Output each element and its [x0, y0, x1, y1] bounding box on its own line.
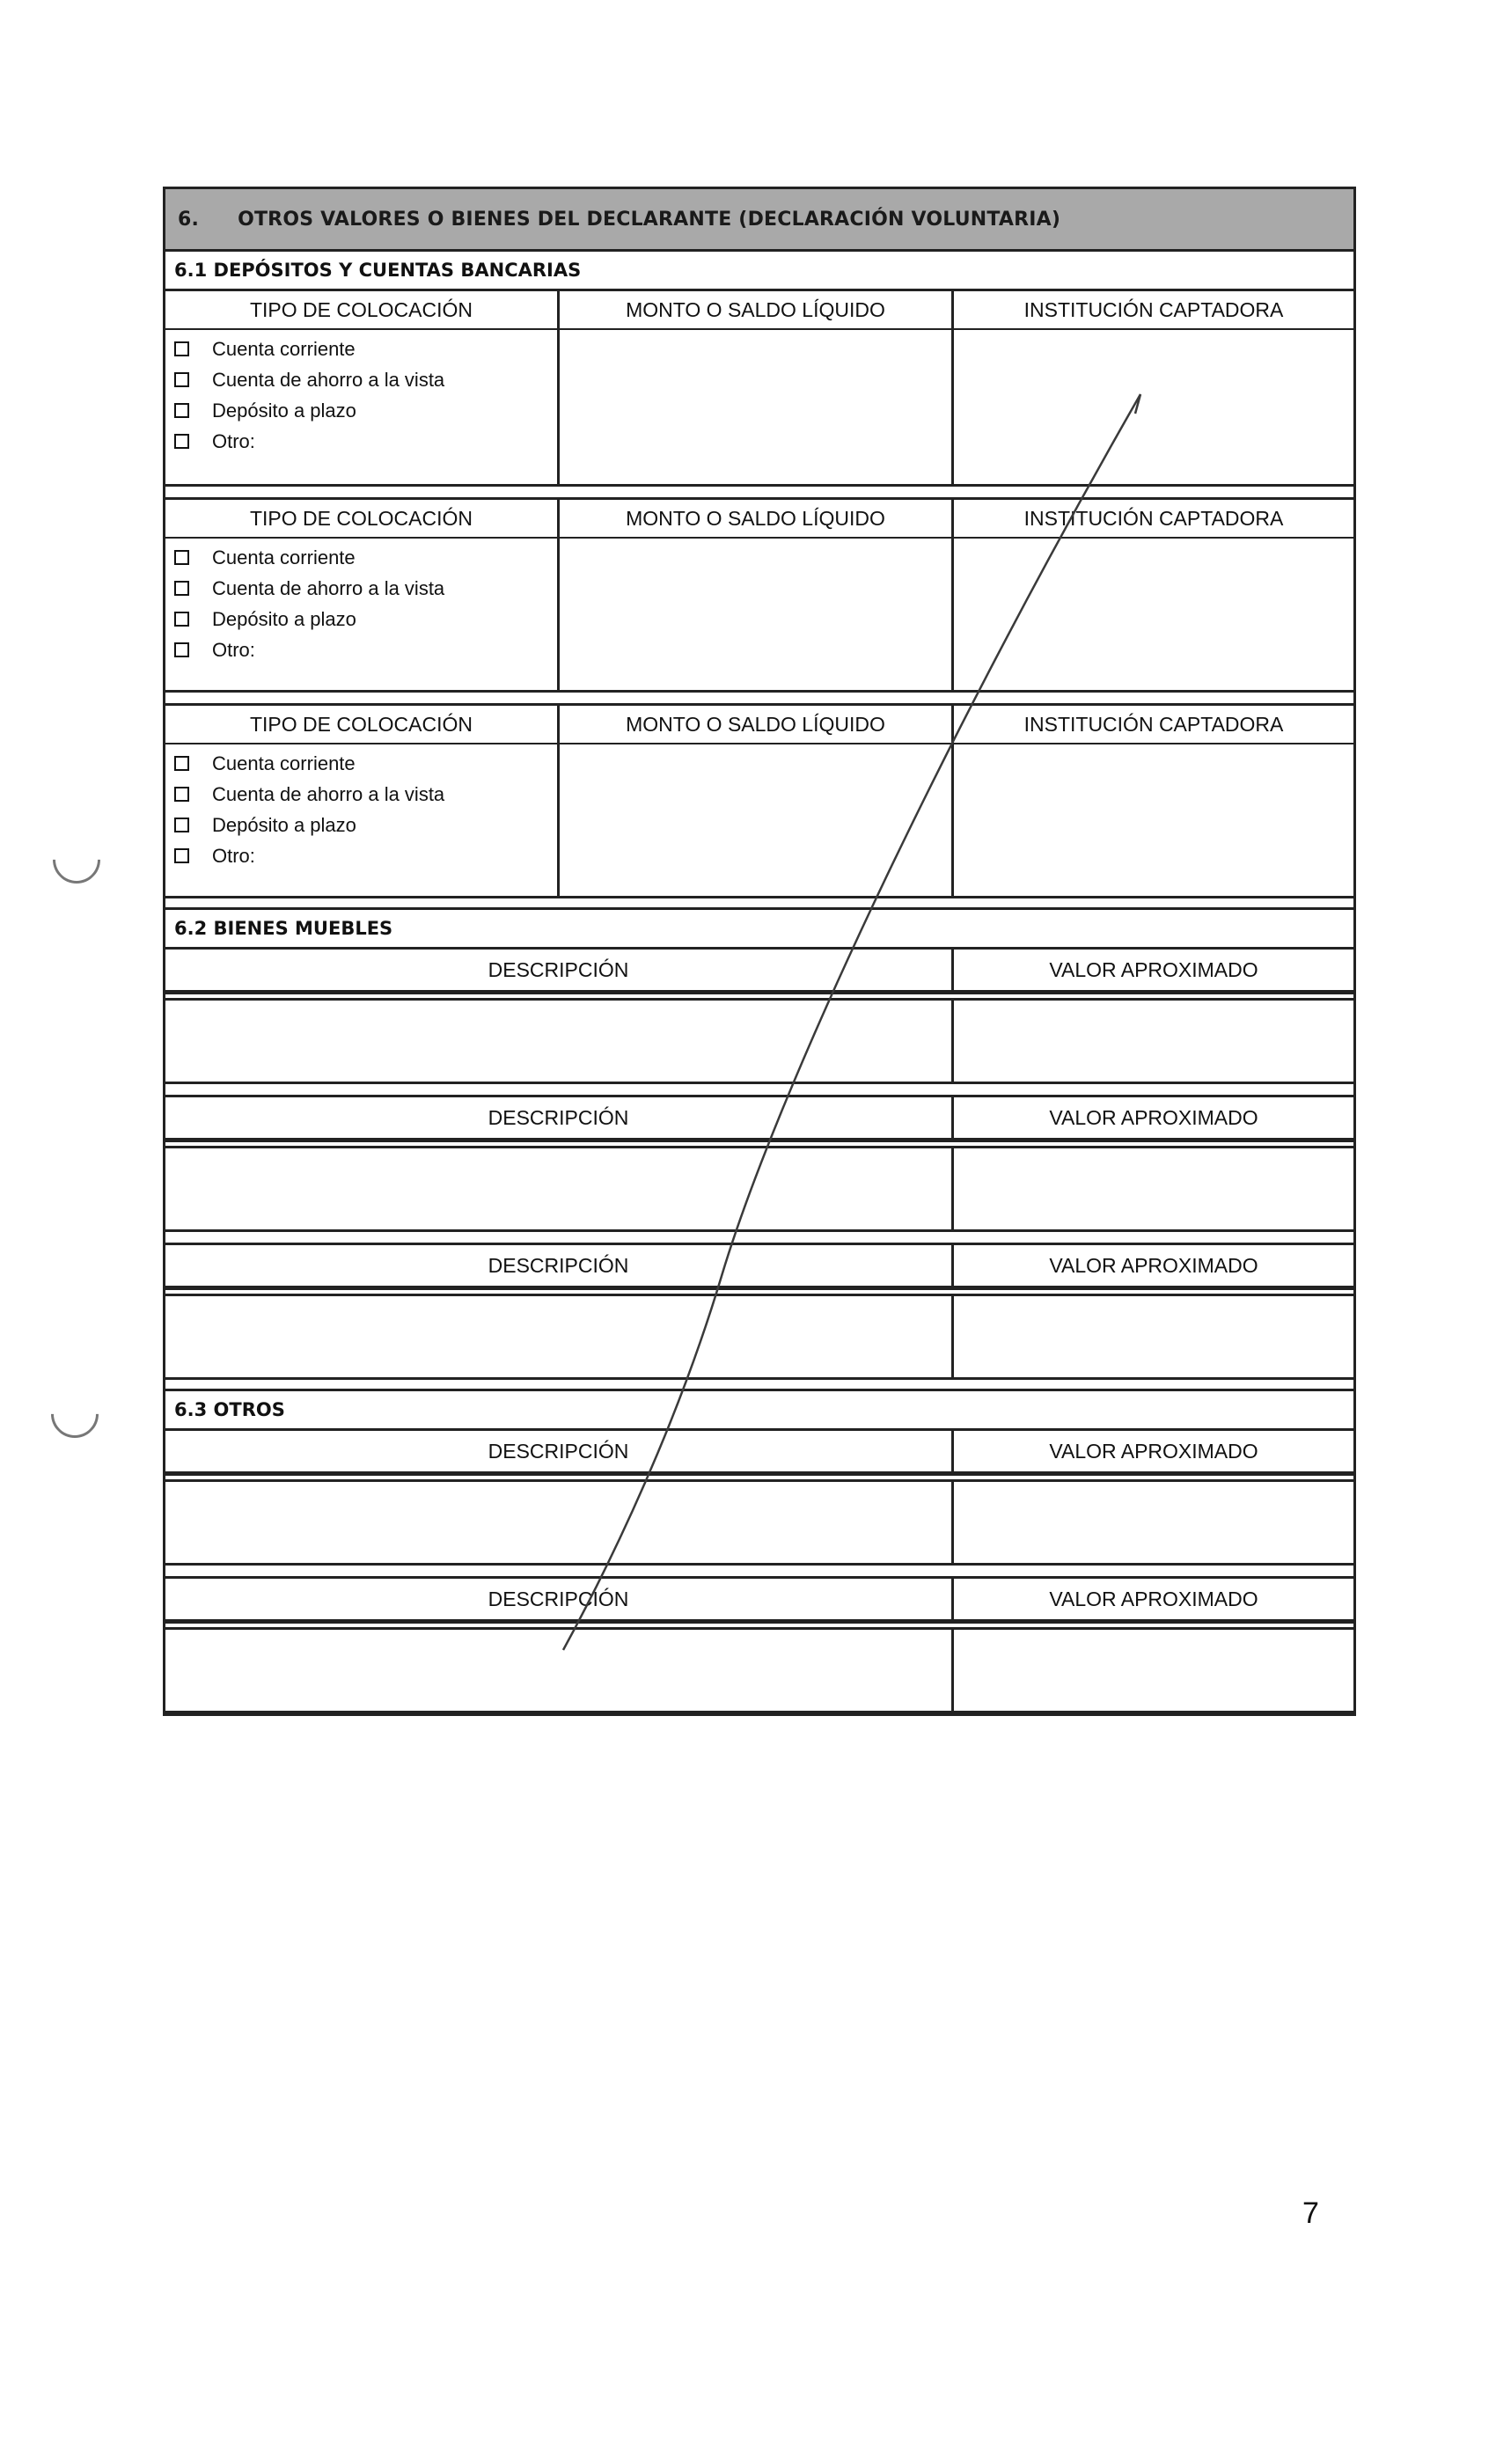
asset-entry [165, 1095, 1353, 1232]
option-label: Cuenta de ahorro a la vista [212, 576, 445, 599]
inst-column [954, 706, 1353, 896]
deposit-block [165, 497, 1353, 693]
monto-header: MONTO O SALDO LÍQUIDO [560, 291, 951, 330]
asset-header-row [165, 950, 1353, 994]
inst-column [954, 291, 1353, 484]
option-label: Cuenta de ahorro a la vista [212, 782, 445, 805]
muebles-rows [165, 950, 1353, 1380]
option-label: Otro: [212, 429, 255, 452]
checkbox[interactable] [174, 550, 189, 565]
checkbox[interactable] [174, 403, 189, 418]
descripcion-header: DESCRIPCIÓN [165, 950, 951, 992]
deposits-blocks [165, 291, 1353, 898]
monto-header: MONTO O SALDO LÍQUIDO [560, 500, 951, 539]
deposit-option[interactable] [174, 810, 557, 840]
checkbox[interactable] [174, 581, 189, 596]
inst-header: INSTITUCIÓN CAPTADORA [954, 706, 1353, 744]
valor-field[interactable] [954, 1482, 1353, 1563]
descripcion-field[interactable] [165, 1001, 951, 1082]
tipo-options [165, 539, 557, 665]
asset-entry [165, 950, 1353, 1084]
valor-header: VALOR APROXIMADO [954, 950, 1353, 992]
valor-header: VALOR APROXIMADO [954, 1431, 1353, 1473]
deposit-option[interactable] [174, 604, 557, 634]
asset-header-row [165, 1095, 1353, 1142]
valor-field[interactable] [954, 1148, 1353, 1229]
monto-field[interactable] [560, 330, 951, 480]
deposit-block [165, 703, 1353, 898]
otros-heading: 6.3 OTROS [165, 1389, 1353, 1431]
descripcion-field[interactable] [165, 1630, 951, 1711]
deposit-option[interactable] [174, 634, 557, 665]
option-label: Cuenta corriente [212, 752, 356, 774]
option-label: Cuenta de ahorro a la vista [212, 368, 445, 391]
monto-header: MONTO O SALDO LÍQUIDO [560, 706, 951, 744]
monto-column [560, 706, 954, 896]
asset-entry [165, 1576, 1353, 1713]
monto-field[interactable] [560, 744, 951, 894]
deposits-heading: 6.1 DEPÓSITOS Y CUENTAS BANCARIAS [165, 252, 1353, 291]
checkbox[interactable] [174, 818, 189, 832]
descripcion-header: DESCRIPCIÓN [165, 1097, 951, 1140]
valor-header: VALOR APROXIMADO [954, 1579, 1353, 1621]
deposit-option[interactable] [174, 542, 557, 573]
asset-input-row [165, 1627, 1353, 1713]
tipo-options [165, 330, 557, 457]
descripcion-field[interactable] [165, 1296, 951, 1377]
descripcion-field[interactable] [165, 1482, 951, 1563]
option-label: Otro: [212, 844, 255, 867]
deposit-block [165, 291, 1353, 487]
deposit-option[interactable] [174, 334, 557, 364]
descripcion-field[interactable] [165, 1148, 951, 1229]
inst-header: INSTITUCIÓN CAPTADORA [954, 291, 1353, 330]
inst-field[interactable] [954, 330, 1353, 480]
checkbox[interactable] [174, 612, 189, 627]
checkbox[interactable] [174, 787, 189, 802]
page-number: 7 [1302, 2196, 1319, 2230]
declaration-form [163, 187, 1356, 1716]
otros-rows [165, 1431, 1353, 1713]
checkbox[interactable] [174, 756, 189, 771]
inst-field[interactable] [954, 539, 1353, 688]
checkbox[interactable] [174, 341, 189, 356]
valor-header: VALOR APROXIMADO [954, 1097, 1353, 1140]
tipo-options [165, 744, 557, 871]
section-title: OTROS VALORES O BIENES DEL DECLARANTE (DECLARACIÓN VOLUNTARIA) [238, 208, 1061, 231]
option-label: Otro: [212, 638, 255, 661]
monto-field[interactable] [560, 539, 951, 688]
inst-header: INSTITUCIÓN CAPTADORA [954, 500, 1353, 539]
asset-entry [165, 1243, 1353, 1380]
valor-field[interactable] [954, 1296, 1353, 1377]
deposit-option[interactable] [174, 840, 557, 871]
tipo-header: TIPO DE COLOCACIÓN [165, 291, 557, 330]
asset-header-row [165, 1431, 1353, 1476]
punch-hole-bottom [41, 1381, 108, 1448]
punch-hole-top [43, 826, 110, 893]
valor-field[interactable] [954, 1001, 1353, 1082]
descripcion-header: DESCRIPCIÓN [165, 1431, 951, 1473]
checkbox[interactable] [174, 434, 189, 449]
tipo-header: TIPO DE COLOCACIÓN [165, 706, 557, 744]
deposit-option[interactable] [174, 779, 557, 810]
deposit-option[interactable] [174, 748, 557, 779]
inst-column [954, 500, 1353, 690]
section-banner [165, 189, 1353, 252]
valor-header: VALOR APROXIMADO [954, 1245, 1353, 1287]
descripcion-header: DESCRIPCIÓN [165, 1245, 951, 1287]
checkbox[interactable] [174, 372, 189, 387]
tipo-column [165, 291, 560, 484]
deposit-option[interactable] [174, 395, 557, 426]
inst-field[interactable] [954, 744, 1353, 894]
descripcion-header: DESCRIPCIÓN [165, 1579, 951, 1621]
asset-input-row [165, 1479, 1353, 1566]
tipo-column [165, 706, 560, 896]
tipo-header: TIPO DE COLOCACIÓN [165, 500, 557, 539]
option-label: Depósito a plazo [212, 399, 356, 422]
checkbox[interactable] [174, 848, 189, 863]
deposit-option[interactable] [174, 426, 557, 457]
asset-input-row [165, 1294, 1353, 1380]
tipo-column [165, 500, 560, 690]
asset-header-row [165, 1576, 1353, 1624]
asset-entry [165, 1431, 1353, 1566]
muebles-heading: 6.2 BIENES MUEBLES [165, 907, 1353, 950]
asset-input-row [165, 998, 1353, 1084]
deposit-option[interactable] [174, 573, 557, 604]
monto-column [560, 291, 954, 484]
monto-column [560, 500, 954, 690]
option-label: Depósito a plazo [212, 607, 356, 630]
valor-field[interactable] [954, 1630, 1353, 1711]
deposit-option[interactable] [174, 364, 557, 395]
section-number: 6. [178, 208, 200, 231]
option-label: Depósito a plazo [212, 813, 356, 836]
option-label: Cuenta corriente [212, 546, 356, 568]
option-label: Cuenta corriente [212, 337, 356, 360]
checkbox[interactable] [174, 642, 189, 657]
asset-header-row [165, 1243, 1353, 1290]
asset-input-row [165, 1146, 1353, 1232]
